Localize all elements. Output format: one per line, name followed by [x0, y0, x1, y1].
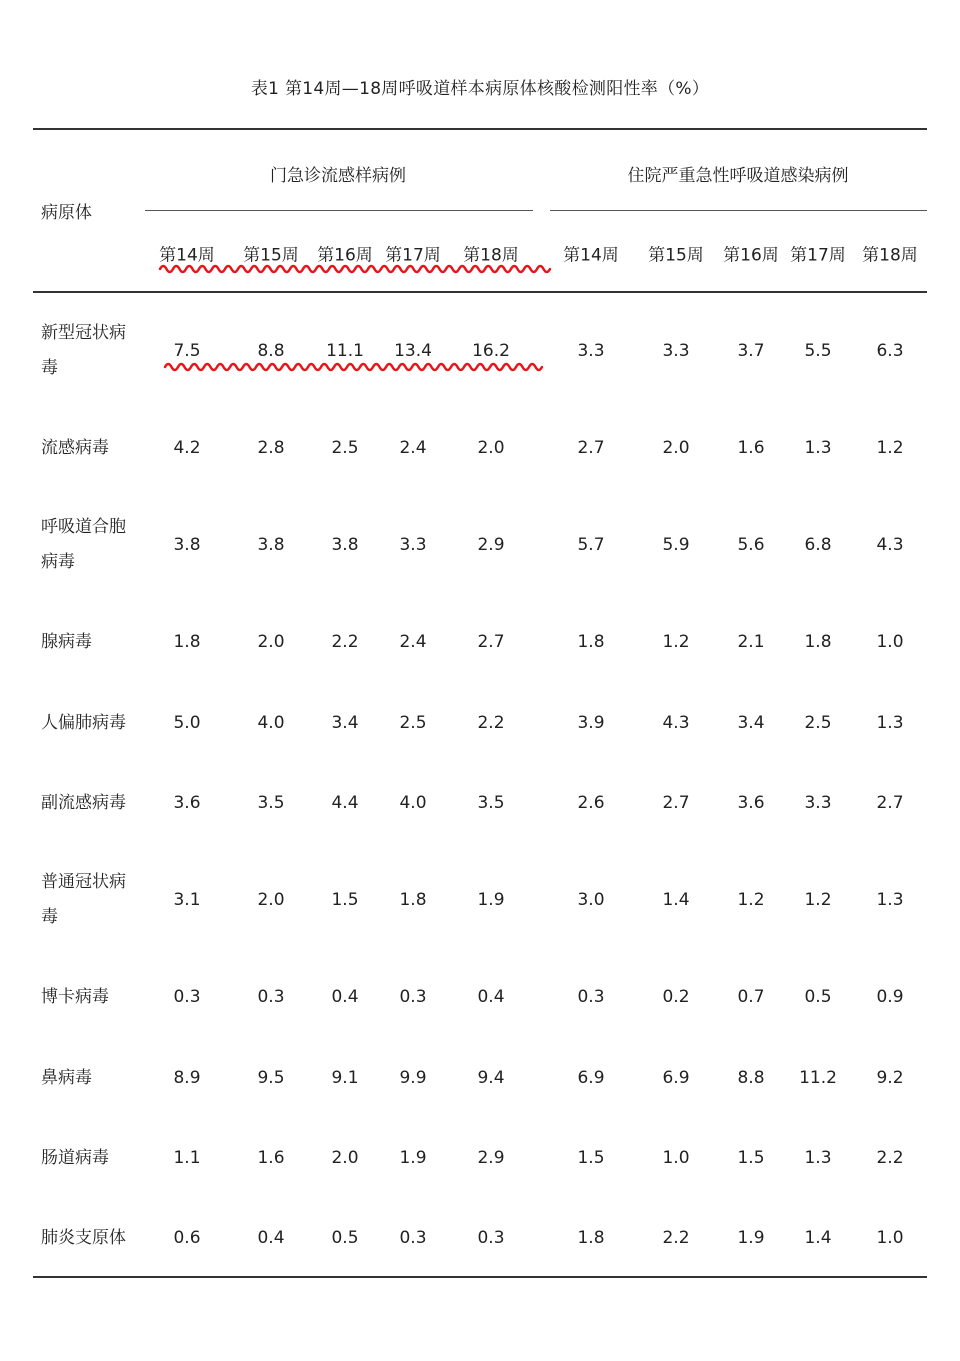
top-rule [33, 128, 927, 130]
pathogen-name-line: 人偏肺病毒 [41, 712, 126, 733]
table-cell: 5.6 [737, 535, 765, 555]
table-cell: 9.5 [257, 1068, 285, 1088]
pathogen-name-line: 鼻病毒 [41, 1067, 92, 1088]
pathogen-name [41, 786, 137, 821]
week-header-inpatient-17: 第17周 [790, 245, 846, 266]
wavy-line [160, 266, 550, 272]
pathogen-header: 病原体 [41, 203, 92, 223]
week-header-outpatient-14: 第14周 [159, 245, 215, 266]
highlight-underline-covid [165, 360, 545, 374]
pathogen-name [41, 1221, 137, 1256]
table-cell: 4.0 [257, 713, 285, 733]
table-cell: 3.4 [331, 713, 359, 733]
table-cell: 3.8 [331, 535, 359, 555]
table-cell: 1.3 [876, 890, 904, 910]
table-cell: 3.5 [477, 793, 505, 813]
table-cell: 1.5 [331, 890, 359, 910]
table-cell: 2.7 [662, 793, 690, 813]
table-cell: 1.8 [577, 1228, 605, 1248]
pathogen-name-line: 呼吸道合胞 [41, 517, 126, 537]
table-cell: 1.2 [876, 438, 904, 458]
pathogen-name [41, 510, 137, 580]
table-cell: 1.8 [577, 632, 605, 652]
pathogen-name-line: 毒 [41, 358, 58, 378]
pathogen-name [41, 625, 137, 660]
table-cell: 9.1 [331, 1068, 359, 1088]
table-cell: 2.2 [662, 1228, 690, 1248]
week-header-outpatient-15: 第15周 [243, 245, 299, 266]
table-cell: 1.1 [173, 1148, 201, 1168]
table-cell: 5.7 [577, 535, 605, 555]
table-cell: 1.4 [804, 1228, 832, 1248]
table-cell: 7.5 [173, 341, 201, 361]
pathogen-name [41, 316, 137, 386]
table-cell: 0.3 [399, 987, 427, 1007]
week-header-inpatient-15: 第15周 [648, 245, 704, 266]
pathogen-name-line: 肠道病毒 [41, 1147, 109, 1168]
pathogen-name [41, 1141, 137, 1176]
bottom-rule [33, 1276, 927, 1278]
table-cell: 0.3 [477, 1228, 505, 1248]
table-cell: 2.9 [477, 535, 505, 555]
table-cell: 1.4 [662, 890, 690, 910]
pathogen-name-line: 肺炎支原体 [41, 1227, 126, 1248]
table-cell: 2.0 [477, 438, 505, 458]
table-cell: 0.3 [577, 987, 605, 1007]
table-cell: 4.4 [331, 793, 359, 813]
table-cell: 16.2 [472, 341, 510, 361]
pathogen-name-line: 病毒 [41, 552, 75, 572]
table-cell: 8.8 [257, 341, 285, 361]
wavy-line [165, 364, 542, 370]
table-cell: 0.4 [477, 987, 505, 1007]
table-cell: 4.2 [173, 438, 201, 458]
table-cell: 1.2 [804, 890, 832, 910]
table-cell: 3.0 [577, 890, 605, 910]
group-inpatient: 住院严重急性呼吸道感染病例 [627, 166, 849, 186]
table-cell: 9.2 [876, 1068, 904, 1088]
table-cell: 0.2 [662, 987, 690, 1007]
table-cell: 1.3 [804, 438, 832, 458]
table-cell: 2.6 [577, 793, 605, 813]
table-cell: 2.0 [662, 438, 690, 458]
week-header-inpatient-16: 第16周 [723, 245, 779, 266]
table-cell: 1.2 [662, 632, 690, 652]
pathogen-name-line: 流感病毒 [41, 437, 109, 458]
table-cell: 0.3 [173, 987, 201, 1007]
table-cell: 6.9 [577, 1068, 605, 1088]
table-cell: 3.3 [662, 341, 690, 361]
table-cell: 11.1 [326, 341, 364, 361]
table-cell: 8.9 [173, 1068, 201, 1088]
table-cell: 0.9 [876, 987, 904, 1007]
pathogen-name-line: 腺病毒 [41, 631, 92, 652]
highlight-underline-weeks [160, 262, 545, 276]
table-cell: 2.4 [399, 632, 427, 652]
table-cell: 13.4 [394, 341, 432, 361]
table-cell: 0.6 [173, 1228, 201, 1248]
table-cell: 0.3 [257, 987, 285, 1007]
week-header-outpatient-17: 第17周 [385, 245, 441, 266]
table-cell: 2.7 [477, 632, 505, 652]
table-cell: 3.4 [737, 713, 765, 733]
table-cell: 1.8 [173, 632, 201, 652]
table-cell: 0.5 [804, 987, 832, 1007]
week-header-inpatient-18: 第18周 [862, 245, 918, 266]
group-outpatient: 门急诊流感样病例 [270, 166, 406, 186]
table-cell: 2.9 [477, 1148, 505, 1168]
table-cell: 6.3 [876, 341, 904, 361]
week-header-outpatient-16: 第16周 [317, 245, 373, 266]
table-cell: 3.3 [577, 341, 605, 361]
table-cell: 2.0 [257, 890, 285, 910]
table-cell: 1.5 [737, 1148, 765, 1168]
pathogen-name-line: 新型冠状病 [41, 323, 126, 343]
table-cell: 9.4 [477, 1068, 505, 1088]
table-cell: 1.5 [577, 1148, 605, 1168]
table-cell: 8.8 [737, 1068, 765, 1088]
table-cell: 1.2 [737, 890, 765, 910]
table-title: 表1 第14周—18周呼吸道样本病原体核酸检测阳性率（%） [250, 79, 710, 99]
table-cell: 2.8 [257, 438, 285, 458]
table-cell: 2.2 [477, 713, 505, 733]
table-cell: 3.6 [737, 793, 765, 813]
table-cell: 5.5 [804, 341, 832, 361]
table-cell: 3.7 [737, 341, 765, 361]
pathogen-name [41, 1061, 137, 1096]
table-cell: 1.6 [257, 1148, 285, 1168]
table-cell: 2.5 [399, 713, 427, 733]
table-cell: 4.3 [662, 713, 690, 733]
table-cell: 2.0 [257, 632, 285, 652]
group-rule-outpatient [145, 210, 533, 211]
table-cell: 6.9 [662, 1068, 690, 1088]
table-cell: 3.8 [173, 535, 201, 555]
pathogen-name [41, 865, 137, 935]
table-cell: 11.2 [799, 1068, 837, 1088]
table-cell: 1.9 [399, 1148, 427, 1168]
table-cell: 0.7 [737, 987, 765, 1007]
table-cell: 3.5 [257, 793, 285, 813]
table-cell: 1.9 [737, 1228, 765, 1248]
table-cell: 5.9 [662, 535, 690, 555]
table-cell: 0.4 [257, 1228, 285, 1248]
pathogen-name [41, 431, 137, 466]
table-cell: 3.9 [577, 713, 605, 733]
table-cell: 1.0 [876, 632, 904, 652]
pathogen-name-line: 副流感病毒 [41, 792, 126, 813]
table-cell: 2.2 [331, 632, 359, 652]
header-bottom-rule [33, 291, 927, 293]
pathogen-name [41, 706, 137, 741]
table-cell: 1.3 [876, 713, 904, 733]
table-cell: 2.5 [331, 438, 359, 458]
table-cell: 1.8 [804, 632, 832, 652]
week-header-outpatient-18: 第18周 [463, 245, 519, 266]
table-cell: 9.9 [399, 1068, 427, 1088]
table-cell: 2.0 [331, 1148, 359, 1168]
table-cell: 2.7 [876, 793, 904, 813]
pathogen-name [41, 980, 137, 1015]
table-cell: 3.1 [173, 890, 201, 910]
table-cell: 6.8 [804, 535, 832, 555]
week-header-inpatient-14: 第14周 [563, 245, 619, 266]
pathogen-name-line: 普通冠状病 [41, 872, 126, 892]
table-cell: 3.8 [257, 535, 285, 555]
table-cell: 1.3 [804, 1148, 832, 1168]
table-cell: 4.3 [876, 535, 904, 555]
pathogen-name-line: 博卡病毒 [41, 986, 109, 1007]
table-cell: 2.7 [577, 438, 605, 458]
table-cell: 4.0 [399, 793, 427, 813]
table-cell: 2.2 [876, 1148, 904, 1168]
table-cell: 5.0 [173, 713, 201, 733]
table-cell: 0.4 [331, 987, 359, 1007]
table-cell: 1.8 [399, 890, 427, 910]
pathogen-name-line: 毒 [41, 907, 58, 927]
table-cell: 2.5 [804, 713, 832, 733]
table-cell: 1.6 [737, 438, 765, 458]
table-cell: 0.5 [331, 1228, 359, 1248]
table-cell: 2.1 [737, 632, 765, 652]
group-rule-inpatient [550, 210, 927, 211]
table-cell: 3.3 [399, 535, 427, 555]
table-cell: 2.4 [399, 438, 427, 458]
table-cell: 1.9 [477, 890, 505, 910]
table-cell: 0.3 [399, 1228, 427, 1248]
table-cell: 1.0 [662, 1148, 690, 1168]
table-cell: 3.6 [173, 793, 201, 813]
table-cell: 3.3 [804, 793, 832, 813]
table-cell: 1.0 [876, 1228, 904, 1248]
